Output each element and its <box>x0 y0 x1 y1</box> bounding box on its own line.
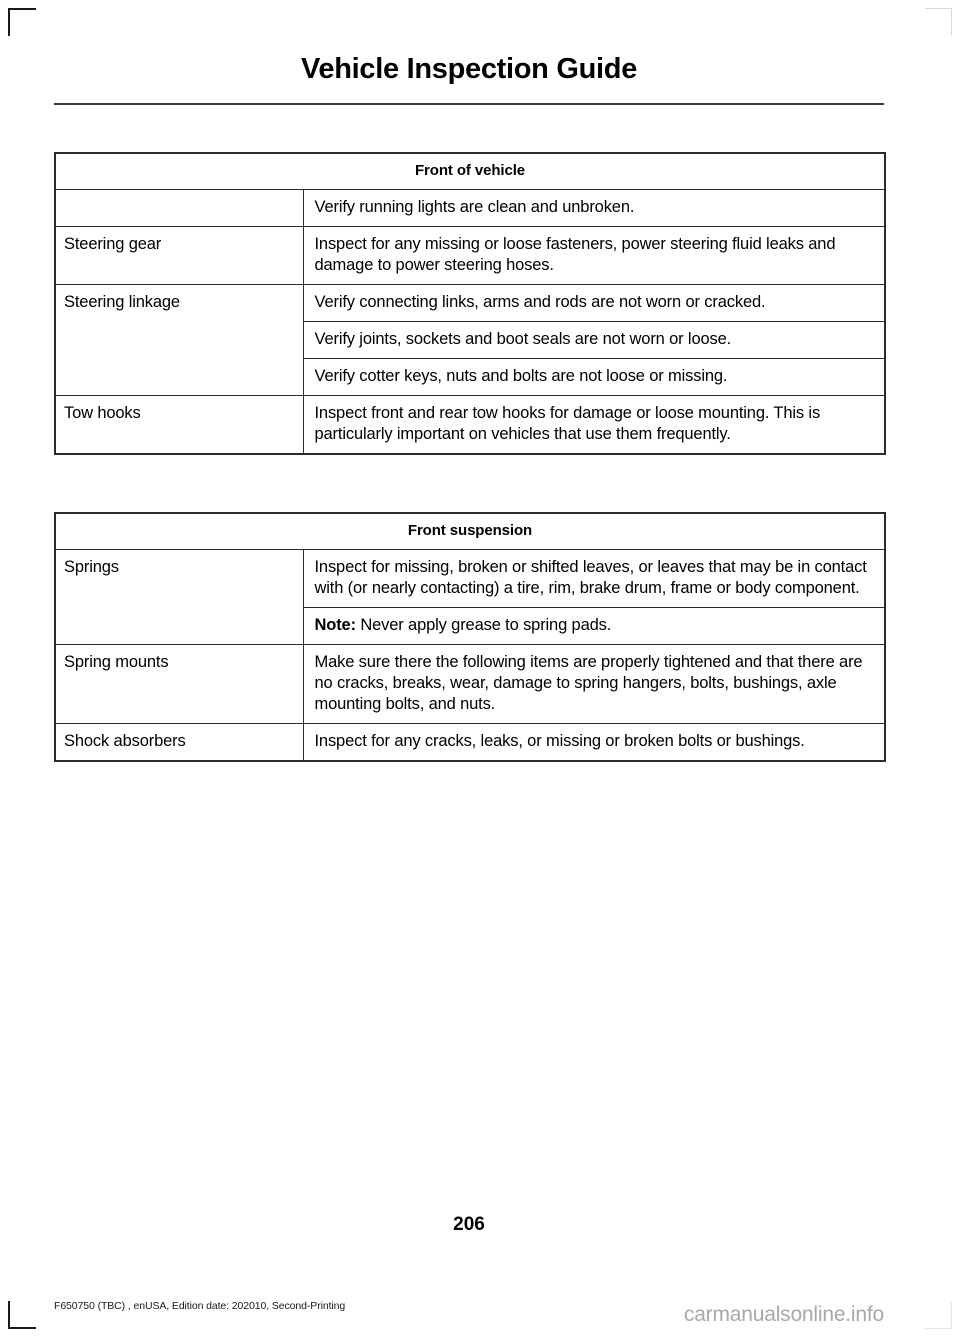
item-description: Verify running lights are clean and unbroken. <box>303 190 885 227</box>
note-text: Never apply grease to spring pads. <box>355 616 612 634</box>
table-row <box>55 724 885 762</box>
item-label <box>55 190 303 227</box>
crop-mark-top-right <box>925 8 952 35</box>
table-row <box>55 190 885 227</box>
item-note <box>303 608 885 645</box>
table-row <box>55 227 885 285</box>
item-description: Make sure there the following items are properly tightened and that there are no cracks, breaks, wear, damage to spring hangers, bolts, bushings, axle mounting bolts, and nuts. <box>303 645 885 724</box>
table-row <box>55 285 885 322</box>
section-title: Front suspension <box>55 513 885 550</box>
table-header-row <box>55 153 885 190</box>
item-description: Inspect front and rear tow hooks for damage or loose mounting. This is particularly important on vehicles that use them frequently. <box>303 396 885 455</box>
table-row <box>55 550 885 608</box>
item-label: Steering linkage <box>55 285 303 396</box>
item-label: Tow hooks <box>55 396 303 455</box>
header-rule <box>54 103 884 105</box>
item-description: Verify cotter keys, nuts and bolts are not loose or missing. <box>303 359 885 396</box>
table-row <box>55 396 885 455</box>
item-description: Inspect for missing, broken or shifted leaves, or leaves that may be in contact with (or nearly contacting) a tire, rim, brake drum, frame or body component. <box>303 550 885 608</box>
table-header-row <box>55 513 885 550</box>
item-description: Inspect for any missing or loose fasteners, power steering fluid leaks and damage to power steering hoses. <box>303 227 885 285</box>
footer-metadata: F650750 (TBC) , enUSA, Edition date: 202010, Second-Printing <box>54 1300 346 1312</box>
table-row <box>55 645 885 724</box>
page-number: 206 <box>453 1214 485 1235</box>
section-title: Front of vehicle <box>55 153 885 190</box>
item-description: Inspect for any cracks, leaks, or missing or broken bolts or bushings. <box>303 724 885 762</box>
item-label: Springs <box>55 550 303 645</box>
item-label: Shock absorbers <box>55 724 303 762</box>
item-label: Spring mounts <box>55 645 303 724</box>
page-body <box>54 0 884 1337</box>
table-front-suspension <box>54 512 886 762</box>
item-label: Steering gear <box>55 227 303 285</box>
crop-mark-bottom-left <box>8 1301 36 1329</box>
crop-mark-top-left <box>8 8 36 36</box>
item-description: Verify joints, sockets and boot seals are not worn or loose. <box>303 322 885 359</box>
crop-mark-bottom-right <box>925 1302 952 1329</box>
note-label: Note: <box>314 616 356 634</box>
table-front-of-vehicle <box>54 152 886 455</box>
item-description: Verify connecting links, arms and rods are not worn or cracked. <box>303 285 885 322</box>
watermark: carmanualsonline.info <box>683 1303 884 1326</box>
chapter-title: Vehicle Inspection Guide <box>300 53 638 85</box>
